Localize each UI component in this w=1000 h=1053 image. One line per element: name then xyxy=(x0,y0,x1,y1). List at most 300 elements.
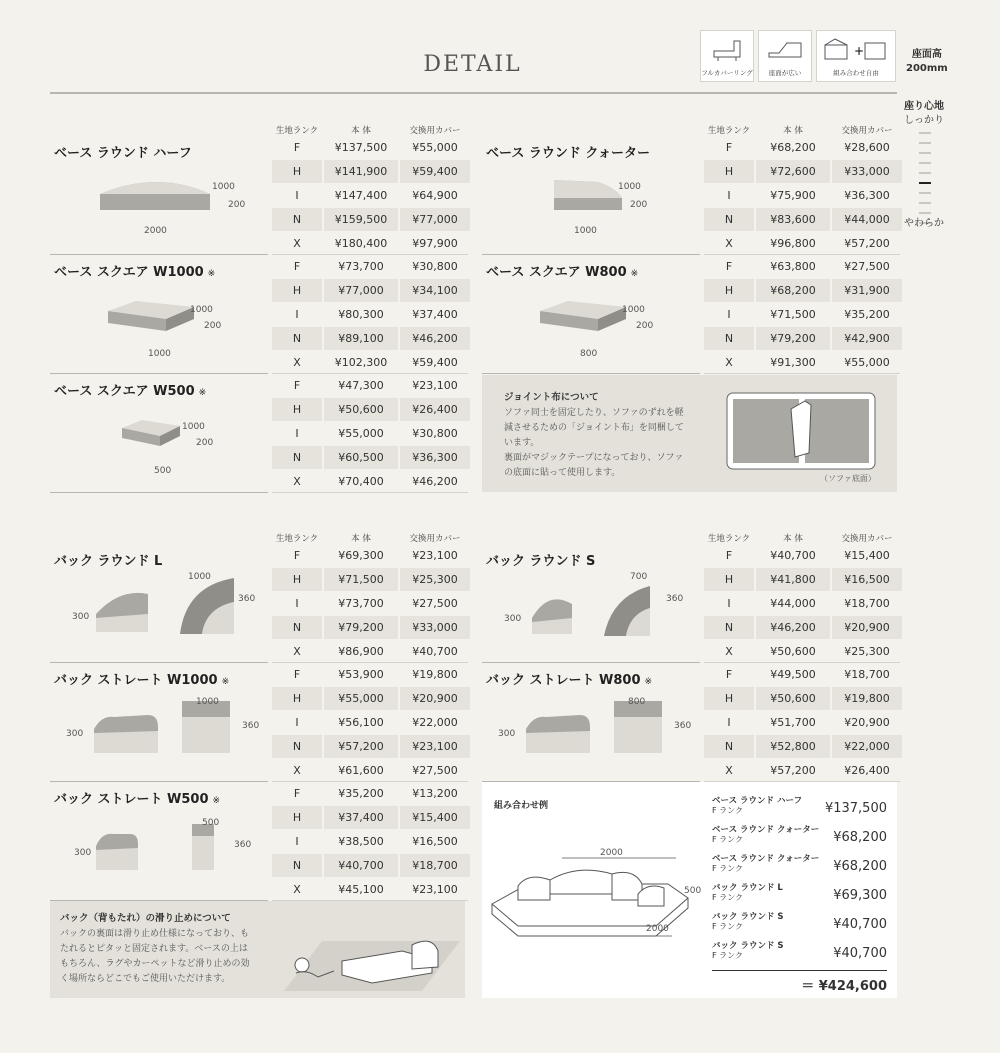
body-price: ¥41,800 xyxy=(756,568,830,591)
body-price: ¥55,000 xyxy=(324,687,398,710)
combo-item xyxy=(712,910,887,939)
price-row xyxy=(272,759,468,783)
combo-item-name: ベース ラウンド ハーフ xyxy=(712,796,803,806)
divider xyxy=(50,492,268,493)
dimension-label: 1000 xyxy=(622,305,645,315)
cover-price: ¥20,900 xyxy=(832,616,902,639)
cover-price: ¥23,100 xyxy=(412,549,458,562)
fabric-rank: F xyxy=(293,549,301,562)
back-straight-w1000-illustration xyxy=(88,693,258,761)
cover-price: ¥42,900 xyxy=(832,327,902,350)
product-name xyxy=(54,669,229,688)
product-name-text: バック ストレート W1000 xyxy=(54,673,218,688)
body-price: ¥52,800 xyxy=(756,735,830,758)
dimension-label: 1000 xyxy=(212,182,235,192)
combo-dim-depth: 500 xyxy=(684,886,702,896)
body-price: ¥73,700 xyxy=(338,260,384,273)
fabric-rank: H xyxy=(272,806,322,829)
cover-price: ¥31,900 xyxy=(832,279,902,302)
cover-price: ¥23,100 xyxy=(412,883,458,896)
fabric-rank: F xyxy=(725,668,733,681)
price-row xyxy=(704,711,900,735)
price-row xyxy=(272,327,468,351)
fabric-rank: N xyxy=(272,446,322,469)
combo-item xyxy=(712,823,887,852)
dimension-label: 2000 xyxy=(144,226,167,236)
price-row xyxy=(704,640,900,664)
body-price: ¥50,600 xyxy=(756,687,830,710)
product-name-text: ベース スクエア W500 xyxy=(54,384,195,399)
body-price: ¥72,600 xyxy=(756,160,830,183)
product-name xyxy=(486,142,654,161)
price-row xyxy=(704,279,900,303)
cover-price: ¥15,400 xyxy=(844,549,890,562)
cover-price: ¥18,700 xyxy=(844,668,890,681)
combo-item xyxy=(712,794,887,823)
comfort-scale xyxy=(904,100,944,128)
note-line: もちろん、ラグやカーペットなど滑り止めの効 xyxy=(60,959,250,969)
fabric-rank: N xyxy=(272,208,322,231)
body-price: ¥75,900 xyxy=(770,189,816,202)
product-name xyxy=(54,142,196,161)
product-name xyxy=(54,550,166,569)
note-line: 裏面がマジックテープになっており、ソファ xyxy=(504,453,684,463)
price-row xyxy=(272,663,468,687)
cover-price: ¥26,400 xyxy=(844,764,890,777)
cover-price: ¥25,300 xyxy=(400,568,470,591)
fabric-rank: I xyxy=(295,427,299,440)
combo-item-price: ¥68,200 xyxy=(833,859,887,874)
joint-note-title: ジョイント布について xyxy=(504,392,599,403)
dimension-label: 1000 xyxy=(182,422,205,432)
product-note-mark: ※ xyxy=(198,388,207,398)
dimension-label: 300 xyxy=(498,729,516,739)
combo-item-price: ¥69,300 xyxy=(833,888,887,903)
dimension-label: 800 xyxy=(580,349,598,359)
cover-price: ¥20,900 xyxy=(400,687,470,710)
cover-price: ¥26,400 xyxy=(400,398,470,421)
fabric-rank: F xyxy=(293,141,301,154)
cover-price: ¥25,300 xyxy=(844,645,890,658)
product-note-mark: ※ xyxy=(207,269,216,279)
product-base-round-quarter xyxy=(482,136,897,255)
cover-price: ¥15,400 xyxy=(400,806,470,829)
cover-price: ¥20,900 xyxy=(844,716,890,729)
divider xyxy=(50,92,897,94)
product-name xyxy=(486,669,652,688)
fabric-rank: H xyxy=(272,687,322,710)
note-line: たれるとピタッと固定されます。ベースの上は xyxy=(60,944,248,954)
body-price: ¥159,500 xyxy=(324,208,398,231)
product-note-mark: ※ xyxy=(644,677,653,687)
body-price: ¥68,200 xyxy=(770,141,816,154)
cover-price: ¥19,800 xyxy=(412,668,458,681)
body-price: ¥61,600 xyxy=(338,764,384,777)
cover-price: ¥55,000 xyxy=(412,141,458,154)
product-back-straight-w1000 xyxy=(50,663,465,782)
cover-price: ¥22,000 xyxy=(832,735,902,758)
price-row xyxy=(704,136,900,160)
dimension-label: 200 xyxy=(228,200,246,210)
fabric-rank: I xyxy=(295,835,299,848)
body-price: ¥79,200 xyxy=(324,616,398,639)
icon-label: フルカバーリング xyxy=(701,69,753,77)
combination-icon xyxy=(816,30,896,82)
cover-price: ¥40,700 xyxy=(412,645,458,658)
fabric-rank: X xyxy=(293,475,301,488)
price-row xyxy=(704,616,900,640)
body-price: ¥86,900 xyxy=(338,645,384,658)
fabric-rank: H xyxy=(704,687,754,710)
body-price: ¥40,700 xyxy=(770,549,816,562)
combo-item-price: ¥68,200 xyxy=(833,830,887,845)
price-row xyxy=(704,663,900,687)
price-row xyxy=(704,687,900,711)
product-note-mark: ※ xyxy=(212,796,221,806)
feature-icons xyxy=(700,30,896,82)
body-price: ¥77,000 xyxy=(324,279,398,302)
divider xyxy=(704,373,900,374)
combo-item-price: ¥40,700 xyxy=(833,917,887,932)
page-title: DETAIL xyxy=(423,52,522,77)
fabric-rank: H xyxy=(704,279,754,302)
body-price: ¥89,100 xyxy=(324,327,398,350)
price-row xyxy=(704,327,900,351)
price-row xyxy=(272,711,468,735)
fabric-rank: X xyxy=(725,237,733,250)
dimension-label: 300 xyxy=(72,612,90,622)
cover-price: ¥16,500 xyxy=(832,568,902,591)
price-row xyxy=(272,568,468,592)
body-price: ¥68,200 xyxy=(756,279,830,302)
header-cover: 交換用カバー xyxy=(841,534,893,544)
dimension-label: 360 xyxy=(674,721,692,731)
header-rank: 生地ランク xyxy=(275,534,319,544)
price-row xyxy=(704,303,900,327)
price-row xyxy=(704,160,900,184)
body-price: ¥147,400 xyxy=(334,189,388,202)
combination-example xyxy=(482,782,897,998)
body-price: ¥71,500 xyxy=(770,308,816,321)
product-name-text: ベース スクエア W800 xyxy=(486,265,627,280)
fabric-rank: H xyxy=(272,160,322,183)
fabric-rank: I xyxy=(295,716,299,729)
fabric-rank: H xyxy=(272,568,322,591)
dimension-label: 1000 xyxy=(196,697,219,707)
fabric-rank: N xyxy=(272,735,322,758)
comfort-mark xyxy=(919,182,931,184)
body-price: ¥71,500 xyxy=(324,568,398,591)
cover-price: ¥33,000 xyxy=(832,160,902,183)
cover-price: ¥46,200 xyxy=(400,327,470,350)
cover-price: ¥33,000 xyxy=(400,616,470,639)
note-line: く場所ならどこでもご使用いただけます。 xyxy=(60,974,231,984)
fabric-rank: I xyxy=(727,189,731,202)
comfort-soft: やわらか xyxy=(904,218,944,229)
base-square-w800-illustration xyxy=(538,297,628,341)
dimension-label: 200 xyxy=(630,200,648,210)
fabric-rank: H xyxy=(272,398,322,421)
cover-price: ¥23,100 xyxy=(412,379,458,392)
price-row xyxy=(272,184,468,208)
product-base-square-w1000 xyxy=(50,255,465,374)
combo-dim-width: 2000 xyxy=(600,848,623,858)
dimension-label: 360 xyxy=(238,594,256,604)
body-price: ¥37,400 xyxy=(324,806,398,829)
dimension-label: 1000 xyxy=(574,226,597,236)
body-price: ¥53,900 xyxy=(338,668,384,681)
combo-item-rank: F ランク xyxy=(712,806,743,815)
dimension-label: 200 xyxy=(196,438,214,448)
cover-price: ¥44,000 xyxy=(832,208,902,231)
joint-note-body xyxy=(504,406,684,481)
price-row xyxy=(272,136,468,160)
dimension-label: 360 xyxy=(234,840,252,850)
product-base-round-half xyxy=(50,136,465,255)
cover-price: ¥97,900 xyxy=(412,237,458,250)
back-note-body xyxy=(60,927,250,987)
fabric-rank: X xyxy=(293,645,301,658)
header-body: 本 体 xyxy=(783,534,803,544)
comfort-mark xyxy=(919,172,931,174)
product-name xyxy=(54,788,220,807)
seat-height-label: 座面高 xyxy=(911,49,942,60)
table-header xyxy=(482,532,897,544)
note-line: の底面に貼って使用します。 xyxy=(504,468,621,478)
body-price: ¥91,300 xyxy=(770,356,816,369)
wide-seat-icon xyxy=(758,30,812,82)
combo-item-rank: F ランク xyxy=(712,864,743,873)
back-antislip-note xyxy=(50,901,465,998)
cover-price: ¥19,800 xyxy=(832,687,902,710)
product-name-text: バック ストレート W500 xyxy=(54,792,209,807)
comfort-label: 座り心地 xyxy=(904,101,944,112)
price-row xyxy=(272,303,468,327)
icon-label: 組み合わせ自由 xyxy=(833,69,879,77)
cover-price: ¥35,200 xyxy=(844,308,890,321)
fabric-rank: N xyxy=(272,854,322,877)
combo-item-rank: F ランク xyxy=(712,951,743,960)
cover-price: ¥30,800 xyxy=(412,260,458,273)
comfort-mark xyxy=(919,142,931,144)
divider xyxy=(272,492,468,493)
fabric-rank: I xyxy=(295,597,299,610)
note-line: ソファ同士を固定したり、ソファのずれを軽 xyxy=(504,408,684,418)
price-row xyxy=(272,830,468,854)
cover-price: ¥28,600 xyxy=(844,141,890,154)
product-name-text: ベース ラウンド クォーター xyxy=(486,146,651,161)
cover-price: ¥22,000 xyxy=(412,716,458,729)
fabric-rank: I xyxy=(727,597,731,610)
dimension-label: 200 xyxy=(636,321,654,331)
price-row xyxy=(272,616,468,640)
price-row xyxy=(272,208,468,232)
cover-price: ¥30,800 xyxy=(412,427,458,440)
fabric-rank: F xyxy=(293,379,301,392)
combo-item-price: ¥137,500 xyxy=(824,801,887,816)
fabric-rank: I xyxy=(727,308,731,321)
dimension-label: 360 xyxy=(242,721,260,731)
price-row xyxy=(704,759,900,783)
table-header xyxy=(50,124,465,136)
cover-price: ¥64,900 xyxy=(412,189,458,202)
price-row xyxy=(272,446,468,470)
body-price: ¥73,700 xyxy=(338,597,384,610)
product-name xyxy=(486,261,638,280)
back-round-l-illustration xyxy=(90,574,260,642)
cover-price: ¥13,200 xyxy=(412,787,458,800)
cover-price: ¥23,100 xyxy=(400,735,470,758)
fabric-rank: F xyxy=(725,141,733,154)
divider xyxy=(482,373,700,374)
fabric-rank: N xyxy=(704,616,754,639)
fabric-rank: F xyxy=(293,787,301,800)
body-price: ¥63,800 xyxy=(770,260,816,273)
body-price: ¥80,300 xyxy=(338,308,384,321)
fabric-rank: N xyxy=(272,616,322,639)
header-body: 本 体 xyxy=(783,126,803,136)
back-straight-w800-illustration xyxy=(520,693,690,761)
body-price: ¥57,200 xyxy=(770,764,816,777)
body-price: ¥44,000 xyxy=(770,597,816,610)
header-cover: 交換用カバー xyxy=(841,126,893,136)
product-back-straight-w800 xyxy=(482,663,897,782)
product-base-square-w800 xyxy=(482,255,897,374)
price-row xyxy=(272,398,468,422)
cover-price: ¥55,000 xyxy=(844,356,890,369)
header-body: 本 体 xyxy=(351,534,371,544)
fabric-rank: X xyxy=(725,645,733,658)
icon-label: 座面が広い xyxy=(768,69,802,77)
dimension-label: 1000 xyxy=(618,182,641,192)
body-price: ¥45,100 xyxy=(338,883,384,896)
product-back-round-s xyxy=(482,544,897,663)
price-row xyxy=(272,735,468,759)
combo-item-name: バック ラウンド L xyxy=(712,883,783,893)
price-row xyxy=(704,184,900,208)
dimension-label: 1000 xyxy=(190,305,213,315)
dimension-label: 800 xyxy=(628,697,646,707)
price-row xyxy=(704,208,900,232)
fabric-rank: H xyxy=(704,160,754,183)
cover-price: ¥46,200 xyxy=(412,475,458,488)
body-price: ¥57,200 xyxy=(324,735,398,758)
body-price: ¥51,700 xyxy=(770,716,816,729)
price-row xyxy=(704,255,900,279)
full-covering-icon xyxy=(700,30,754,82)
fabric-rank: F xyxy=(293,668,301,681)
price-row xyxy=(272,470,468,494)
price-row xyxy=(704,351,900,375)
body-price: ¥83,600 xyxy=(756,208,830,231)
fabric-rank: N xyxy=(704,327,754,350)
combo-item-rank: F ランク xyxy=(712,922,743,931)
cover-price: ¥37,400 xyxy=(412,308,458,321)
fabric-rank: X xyxy=(293,764,301,777)
combo-item xyxy=(712,939,887,968)
product-note-mark: ※ xyxy=(221,677,230,687)
price-row xyxy=(704,735,900,759)
svg-text:+: + xyxy=(854,44,865,58)
cover-price: ¥18,700 xyxy=(844,597,890,610)
body-price: ¥79,200 xyxy=(756,327,830,350)
price-row xyxy=(272,351,468,375)
price-row xyxy=(272,640,468,664)
body-price: ¥137,500 xyxy=(334,141,388,154)
fabric-rank: N xyxy=(704,208,754,231)
price-row xyxy=(272,687,468,711)
body-price: ¥102,300 xyxy=(334,356,388,369)
fabric-rank: F xyxy=(293,260,301,273)
product-name xyxy=(54,261,215,280)
comfort-firm: しっかり xyxy=(904,115,944,126)
comfort-mark xyxy=(919,152,931,154)
table-header xyxy=(50,532,465,544)
back-note-title: バック（背もたれ）の滑り止めについて xyxy=(60,913,231,924)
fabric-rank: X xyxy=(725,356,733,369)
body-price: ¥38,500 xyxy=(338,835,384,848)
base-round-half-illustration xyxy=(98,174,218,228)
combo-item xyxy=(712,881,887,910)
price-row xyxy=(272,878,468,902)
fabric-rank: X xyxy=(293,883,301,896)
combo-dim-length: 2000 xyxy=(646,924,669,934)
fabric-rank: I xyxy=(295,308,299,321)
body-price: ¥60,500 xyxy=(324,446,398,469)
header-body: 本 体 xyxy=(351,126,371,136)
fabric-rank: N xyxy=(272,327,322,350)
fabric-rank: F xyxy=(725,260,733,273)
body-price: ¥47,300 xyxy=(338,379,384,392)
price-row xyxy=(704,544,900,568)
dimension-label: 1000 xyxy=(148,349,171,359)
cover-price: ¥36,300 xyxy=(400,446,470,469)
price-row xyxy=(272,592,468,616)
seat-height-value: 200mm xyxy=(906,63,948,74)
dimension-label: 700 xyxy=(630,572,648,582)
header-cover: 交換用カバー xyxy=(409,534,461,544)
body-price: ¥50,600 xyxy=(324,398,398,421)
note-line: います。 xyxy=(504,438,540,448)
price-row xyxy=(272,806,468,830)
fabric-rank: X xyxy=(293,356,301,369)
body-price: ¥40,700 xyxy=(324,854,398,877)
body-price: ¥50,600 xyxy=(770,645,816,658)
product-name xyxy=(486,550,599,569)
cover-price: ¥57,200 xyxy=(844,237,890,250)
joint-cloth-illustration xyxy=(725,391,877,471)
product-name-text: バック ラウンド S xyxy=(486,554,596,569)
table-header xyxy=(482,124,897,136)
price-row xyxy=(272,279,468,303)
combo-item-name: バック ラウンド S xyxy=(712,941,784,951)
product-base-square-w500 xyxy=(50,374,465,493)
body-price: ¥49,500 xyxy=(770,668,816,681)
header-cover: 交換用カバー xyxy=(409,126,461,136)
dimension-label: 360 xyxy=(666,594,684,604)
fabric-rank: X xyxy=(293,237,301,250)
fabric-rank: N xyxy=(704,735,754,758)
note-line: 減させるための「ジョイント布」を同梱して xyxy=(504,423,684,433)
product-back-round-l xyxy=(50,544,465,663)
body-price: ¥70,400 xyxy=(338,475,384,488)
base-square-w1000-illustration xyxy=(106,297,196,341)
product-name-text: バック ラウンド L xyxy=(54,554,163,569)
cover-price: ¥27,500 xyxy=(844,260,890,273)
price-row xyxy=(704,568,900,592)
dimension-label: 200 xyxy=(204,321,222,331)
body-price: ¥56,100 xyxy=(338,716,384,729)
